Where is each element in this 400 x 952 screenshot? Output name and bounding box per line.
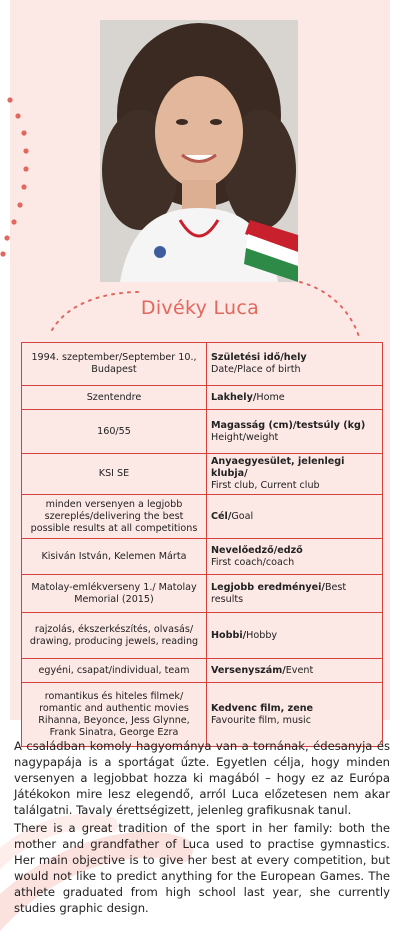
- row-label: [207, 613, 383, 659]
- row-value: romantikus és hiteles filmek/ romantic and authentic movies Rihanna, Beyonce, Jess Glynne, Frank Sinatra, George Ezra: [22, 683, 207, 747]
- row-label-hu: Legjobb eredményei/: [211, 581, 325, 593]
- row-label-en: Height/weight: [211, 431, 279, 443]
- row-label: [207, 495, 383, 539]
- row-label-hu: Születési idő/hely: [211, 352, 307, 363]
- table-row: [22, 386, 383, 410]
- row-label-hu: Anyaegyesület, jelenlegi klubja/: [211, 456, 345, 479]
- row-label-en: Favourite film, music: [211, 714, 311, 726]
- table-row: [22, 454, 383, 495]
- row-label-hu: Nevelőedző/edző: [211, 544, 303, 556]
- row-value: 160/55: [22, 410, 207, 454]
- row-value: Matolay-emlékverseny 1./ Matolay Memorial (2015): [22, 575, 207, 613]
- paragraph-english: There is a great tradition of the sport in her family: both the mother and grandfather of Luca used to practise gymnastics. Her main objective is to give her best at every competition, but would not like to predict anything for the European Games. The athlete graduated from high school last year, she currently studies graphic design.: [14, 821, 390, 915]
- table-row: [22, 495, 383, 539]
- row-label: [207, 454, 383, 495]
- table-row: [22, 659, 383, 683]
- table-row: [22, 575, 383, 613]
- athlete-name: Divéky Luca: [140, 297, 260, 319]
- row-label-en: Event: [285, 664, 314, 676]
- row-label-en: First club, Current club: [211, 480, 320, 491]
- table-row: [22, 539, 383, 575]
- row-value: KSI SE: [22, 454, 207, 495]
- row-label-en: Date/Place of birth: [211, 364, 301, 375]
- row-label: [207, 343, 383, 386]
- row-label-en: Hobby: [246, 629, 278, 641]
- row-label: [207, 539, 383, 575]
- row-label-hu: Hobbi/: [211, 629, 247, 641]
- table-row: [22, 613, 383, 659]
- row-label-en: Home: [256, 391, 285, 403]
- row-label-hu: Cél/: [211, 510, 232, 522]
- row-label-hu: Magasság (cm)/testsúly (kg): [211, 419, 366, 431]
- row-label: [207, 575, 383, 613]
- row-label-hu: Lakhely/: [211, 391, 257, 403]
- row-value: Kisiván István, Kelemen Márta: [22, 539, 207, 575]
- row-label-hu: Kedvenc film, zene: [211, 702, 314, 714]
- table-row: [22, 343, 383, 386]
- row-label: [207, 410, 383, 454]
- paragraph-hungarian: A családban komoly hagyománya van a tornának, édesanyja és nagypapája is a sportágat űzte. Egyetlen célja, hogy minden versenyen a legjobbat hozza ki magából – hogy ez az Európa Játékokon mire lesz elegendő, arról Luca előzetesen nem akar találgatni. Tavaly érettségizett, jelenleg grafikusnak tanul.: [14, 739, 390, 817]
- row-label-en: Goal: [231, 510, 254, 522]
- row-label: [207, 386, 383, 410]
- row-label-en: First coach/coach: [211, 556, 295, 568]
- row-label-hu: Versenyszám/: [211, 664, 286, 676]
- table-row: [22, 410, 383, 454]
- row-value: rajzolás, ékszerkészítés, olvasás/ drawing, producing jewels, reading: [22, 613, 207, 659]
- row-label-en: Best results: [211, 581, 347, 605]
- profile-table: [21, 342, 383, 747]
- row-value: minden versenyen a legjobb szereplés/delivering the best possible results at all competitions: [22, 495, 207, 539]
- row-label: [207, 659, 383, 683]
- row-value: Szentendre: [22, 386, 207, 410]
- athlete-photo: [100, 20, 298, 282]
- row-value: 1994. szeptember/September 10., Budapest: [22, 343, 207, 386]
- row-value: egyéni, csapat/individual, team: [22, 659, 207, 683]
